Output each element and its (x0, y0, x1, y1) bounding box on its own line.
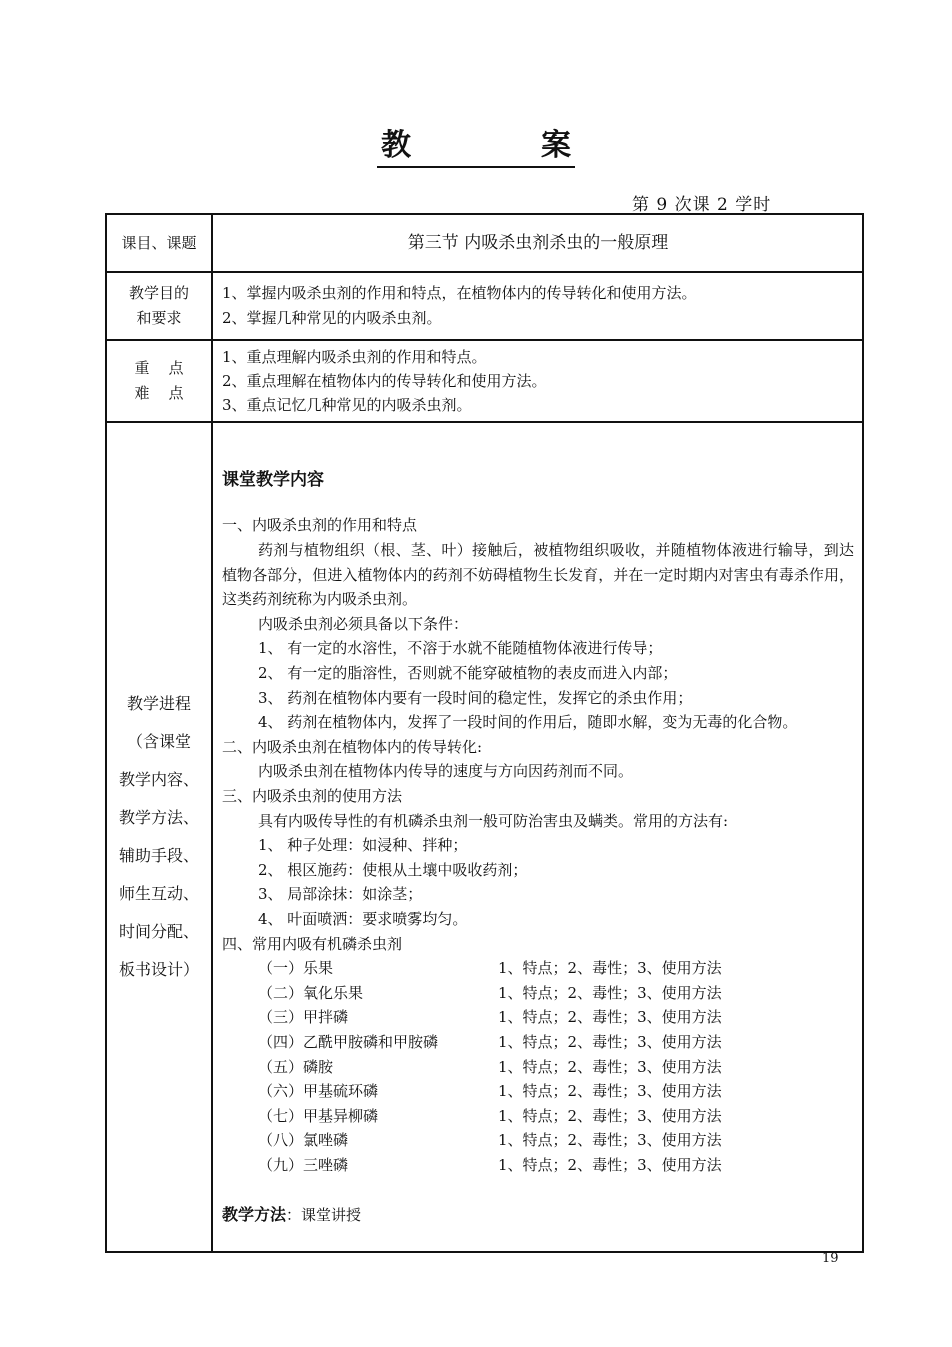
key-points-value (212, 340, 863, 422)
lesson-plan-table (105, 213, 864, 1253)
goal-label: 教学目的 和要求 (106, 272, 212, 340)
pesticide-row (258, 1005, 722, 1030)
pesticide-desc: 1、特点；2、毒性；3、使用方法 (498, 1106, 722, 1125)
pesticide-name: （二）氧化乐果 (258, 983, 364, 1002)
condition-item: 1、 有一定的水溶性，不溶于水就不能随植物体液进行传导； (258, 639, 663, 658)
document-title (0, 120, 952, 168)
key-point-item: 2、重点理解在植物体内的传导转化和使用方法。 (222, 372, 547, 390)
section-paragraph: 内吸杀虫剂必须具备以下条件： (258, 614, 469, 633)
section-paragraph: 内吸杀虫剂在植物体内传导的速度与方向因药剂而不同。 (258, 762, 634, 781)
subject-label: 课目、课题 (106, 214, 212, 272)
condition-item: 4、 药剂在植物体内，发挥了一段时间的作用后，随即水解，变为无毒的化合物。 (258, 713, 798, 732)
key-points-row (106, 340, 863, 422)
goal-item: 1、掌握内吸杀虫剂的作用和特点，在植物体内的传导转化和使用方法。 (222, 284, 697, 302)
pesticide-row (258, 981, 722, 1006)
pesticide-row (258, 956, 722, 981)
pesticide-desc: 1、特点；2、毒性；3、使用方法 (498, 959, 722, 978)
pesticide-name: （三）甲拌磷 (258, 1008, 349, 1027)
key-point-item: 3、重点记忆几种常见的内吸杀虫剂。 (222, 396, 472, 414)
pesticide-row (258, 1079, 722, 1104)
key-points-label: 重 点 难 点 (106, 340, 212, 422)
section-title: 三、内吸杀虫剂的使用方法 (222, 787, 403, 806)
pesticide-row (258, 1104, 722, 1129)
goal-item: 2、掌握几种常见的内吸杀虫剂。 (222, 309, 442, 327)
pesticide-desc: 1、特点；2、毒性；3、使用方法 (498, 1082, 722, 1101)
pesticide-name: （五）磷胺 (258, 1057, 334, 1076)
teaching-method (222, 1202, 854, 1228)
pesticide-desc: 1、特点；2、毒性；3、使用方法 (498, 1131, 722, 1150)
process-row (106, 422, 863, 1252)
process-label: 教学进程 （含课堂 教学内容、 教学方法、 辅助手段、 师生互动、 时间分配、 板书设计） (106, 422, 212, 1252)
pesticide-desc: 1、特点；2、毒性；3、使用方法 (498, 983, 722, 1002)
teaching-method-value: ：课堂讲授 (286, 1205, 362, 1224)
pesticide-row (258, 1030, 722, 1055)
method-item: 2、 根区施药：使根从土壤中吸收药剂； (258, 860, 528, 879)
content-heading: 课堂教学内容 (222, 470, 324, 491)
method-item: 1、 种子处理：如浸种、拌种； (258, 836, 468, 855)
method-item: 4、 叶面喷洒：要求喷雾均匀。 (258, 909, 468, 928)
pesticide-name: （八）氯唑磷 (258, 1131, 349, 1150)
teaching-method-label: 教学方法 (222, 1204, 287, 1224)
section-title: 二、内吸杀虫剂在植物体内的传导转化: (222, 737, 483, 756)
method-item: 3、 局部涂抹：如涂茎； (258, 885, 423, 904)
process-content (212, 422, 863, 1252)
section-paragraph: 药剂与植物组织（根、茎、叶）接触后，被植物组织吸收，并随植物体液进行输导，到达植物各部分，但进入植物体内的药剂不妨碍植物生长发育，并在一定时期内对害虫有毒杀作用，这类药剂统称为内吸杀虫剂。 (222, 541, 854, 609)
lesson-info: 第 9 次课 2 学时 (632, 195, 772, 215)
section-title: 一、内吸杀虫剂的作用和特点 (222, 516, 418, 535)
goal-value (212, 272, 863, 340)
section-paragraph: 具有内吸传导性的有机磷杀虫剂一般可防治害虫及螨类。常用的方法有: (258, 811, 729, 830)
pesticide-row (258, 1055, 722, 1080)
subject-row (106, 214, 863, 272)
page-number: 19 (822, 1251, 839, 1266)
subject-value: 第三节 内吸杀虫剂杀虫的一般原理 (212, 214, 863, 272)
pesticide-desc: 1、特点；2、毒性；3、使用方法 (498, 1032, 722, 1051)
pesticide-desc: 1、特点；2、毒性；3、使用方法 (498, 1008, 722, 1027)
pesticide-desc: 1、特点；2、毒性；3、使用方法 (498, 1155, 722, 1174)
pesticide-desc: 1、特点；2、毒性；3、使用方法 (498, 1057, 722, 1076)
pesticide-name: （九）三唑磷 (258, 1155, 349, 1174)
document-title-text: 教 案 (377, 120, 575, 168)
pesticide-name: （七）甲基异柳磷 (258, 1106, 379, 1125)
pesticide-name: （一）乐果 (258, 959, 334, 978)
pesticide-row (258, 1128, 722, 1153)
pesticide-row (258, 1153, 722, 1178)
condition-item: 2、 有一定的脂溶性，否则就不能穿破植物的表皮而进入内部； (258, 664, 678, 683)
key-point-item: 1、重点理解内吸杀虫剂的作用和特点。 (222, 348, 487, 366)
pesticide-name: （四）乙酰甲胺磷和甲胺磷 (258, 1032, 439, 1051)
condition-item: 3、 药剂在植物体内要有一段时间的稳定性，发挥它的杀虫作用； (258, 688, 693, 707)
pesticide-list (258, 956, 722, 1177)
goal-row (106, 272, 863, 340)
pesticide-name: （六）甲基硫环磷 (258, 1082, 379, 1101)
section-title: 四、常用内吸有机磷杀虫剂 (222, 934, 403, 953)
